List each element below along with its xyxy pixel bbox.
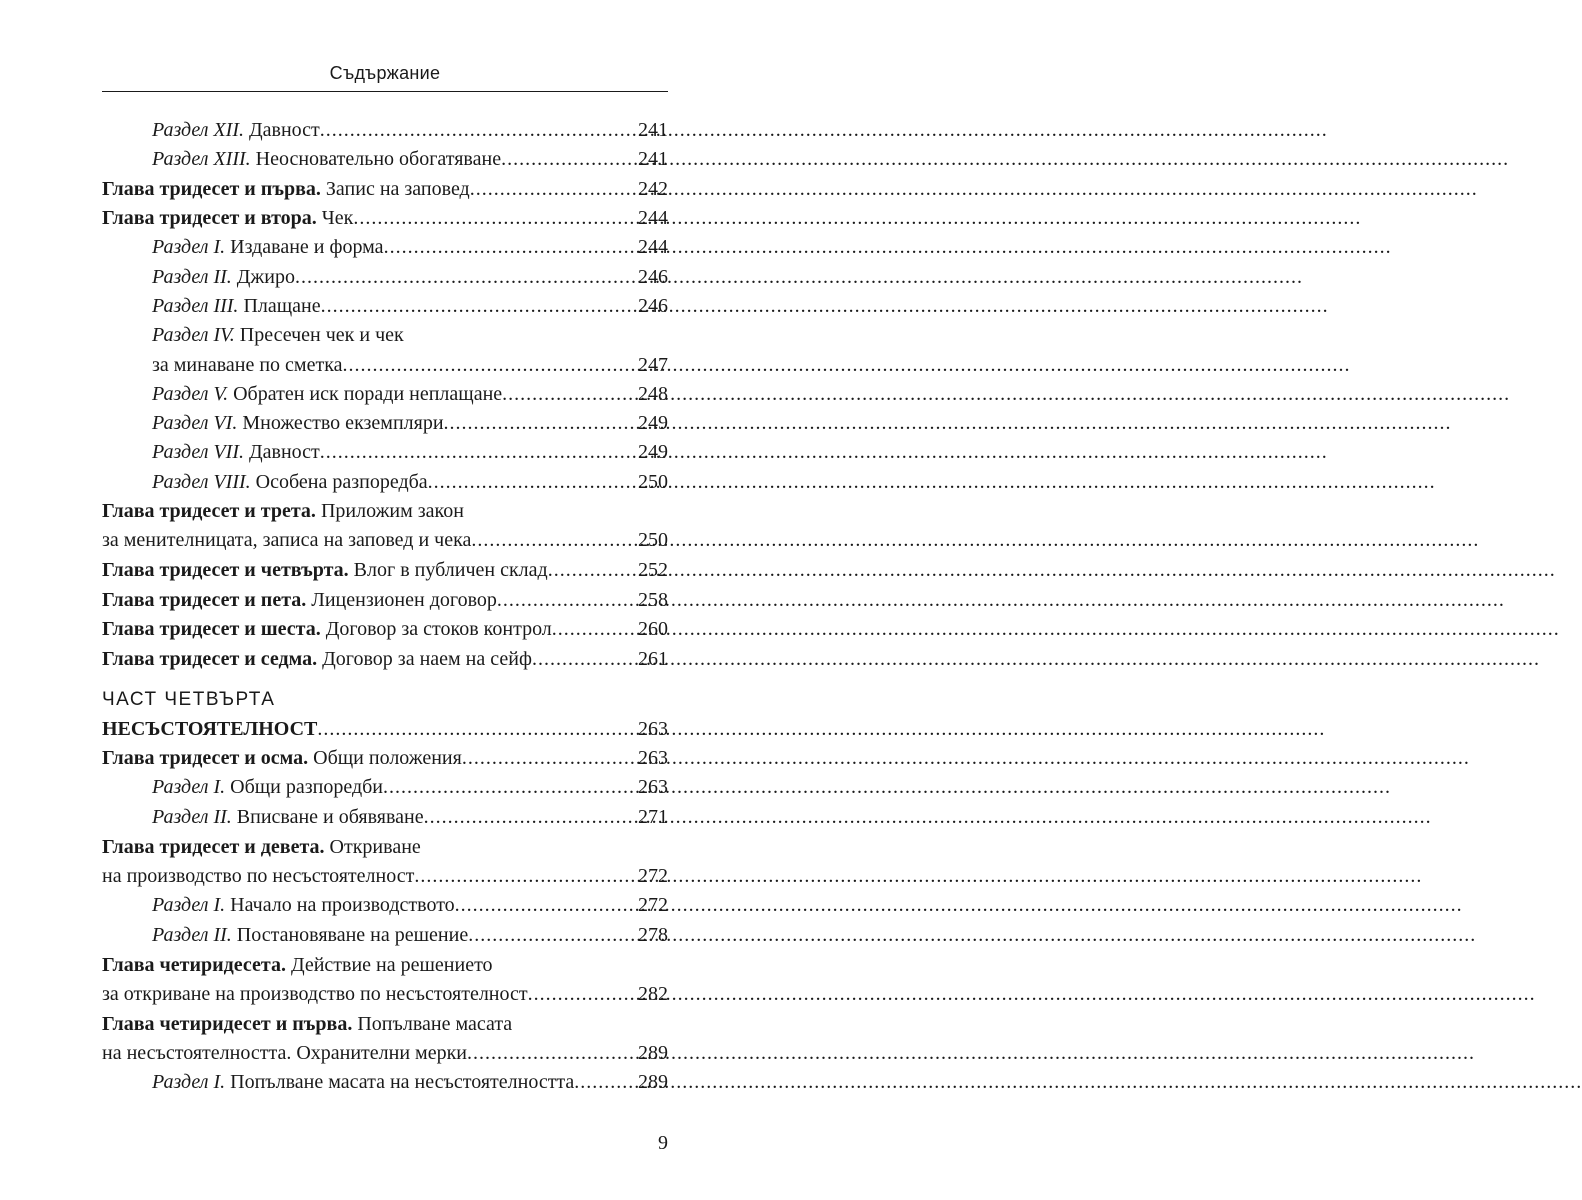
entry-title: Запис на заповед [320, 178, 470, 200]
entry-label: Раздел XIII. [152, 148, 251, 170]
toc-entry[interactable] [152, 291, 668, 321]
page-number: 260 [638, 618, 668, 640]
leader-dots [444, 408, 637, 438]
entry-title: Действие на решението [285, 954, 493, 976]
leader-dots [574, 1067, 637, 1097]
leader-dots [532, 644, 637, 674]
entry-title: Договор за наем на сейф [317, 648, 532, 670]
page-number: 289 [638, 1042, 668, 1064]
leader-dots [317, 714, 637, 744]
page-number: 282 [638, 983, 668, 1005]
entry-title: Договор за стоков контрол [320, 618, 552, 640]
entry-title-continuation: за откриване на производство по несъстоятелност [102, 983, 528, 1005]
entry-label: Глава тридесет и първа. [102, 178, 321, 200]
page-number: 241 [638, 148, 668, 170]
leader-dots [343, 350, 638, 380]
part-title: ЧАСТ ЧЕТВЪРТА [102, 689, 276, 710]
toc-entry[interactable] [152, 408, 668, 438]
entry-title: Постановяване на решение [231, 924, 469, 946]
page-number: 261 [638, 648, 668, 670]
entry-title: Пресечен чек и чек [234, 324, 404, 346]
leader-dots [471, 525, 637, 555]
toc-entry-continuation[interactable] [152, 350, 668, 380]
entry-title: Обратен иск поради неплащане [228, 383, 503, 405]
page-number: 263 [638, 747, 668, 769]
entry-title: Давност [244, 441, 320, 463]
page-number: 249 [638, 441, 668, 463]
entry-title: Множество екземпляри [237, 412, 444, 434]
page-number: 263 [638, 718, 668, 740]
toc-entry[interactable] [152, 890, 668, 920]
page-number: 252 [638, 559, 668, 581]
toc-entry[interactable] [102, 585, 668, 615]
toc-entry[interactable] [102, 555, 668, 585]
leader-dots [321, 291, 637, 321]
entry-label: Глава тридесет и трета. [102, 500, 316, 522]
toc-entry[interactable] [152, 802, 668, 832]
page-number: 241 [638, 119, 668, 141]
page-number: 272 [638, 894, 668, 916]
page-folio: 9 [658, 1132, 668, 1154]
leader-dots [383, 772, 637, 802]
toc-entry[interactable] [152, 920, 668, 950]
page-number: 278 [638, 924, 668, 946]
page-number: 272 [638, 865, 668, 887]
entry-label: Раздел XII. [152, 119, 244, 141]
toc-entry[interactable] [152, 320, 668, 350]
entry-label: Раздел VII. [152, 441, 244, 463]
entry-title: Приложим закон [315, 500, 464, 522]
leader-dots [470, 174, 637, 204]
leader-dots [428, 467, 637, 497]
entry-label: Раздел II. [152, 266, 232, 288]
toc-entry[interactable] [152, 379, 668, 409]
leader-dots [320, 437, 637, 467]
entry-label: Раздел III. [152, 295, 239, 317]
entry-title: Общи разпоредби [225, 776, 383, 798]
leader-dots [501, 144, 637, 174]
entry-label: Раздел I. [152, 1071, 226, 1093]
leader-dots [414, 861, 637, 891]
entry-title: Лицензионен договор [306, 589, 497, 611]
toc-entry[interactable] [102, 1009, 668, 1039]
entry-label: Глава тридесет и осма. [102, 747, 309, 769]
toc-entry[interactable] [152, 1067, 668, 1097]
entry-title: Неосновательно обогатяване [250, 148, 502, 170]
entry-title: Вписване и обявяване [231, 806, 424, 828]
entry-label: Раздел I. [152, 776, 226, 798]
toc-entry[interactable] [152, 437, 668, 467]
entry-title-continuation: за минаване по сметка [152, 354, 343, 376]
page-number: 250 [638, 471, 668, 493]
entry-label: Глава тридесет и четвърта. [102, 559, 349, 581]
page-number: 246 [638, 295, 668, 317]
entry-label: Раздел V. [152, 383, 229, 405]
page-number: 242 [638, 178, 668, 200]
toc-entry[interactable] [102, 950, 668, 980]
entry-label: Раздел I. [152, 894, 226, 916]
entry-title: Откриване [324, 836, 421, 858]
entry-title-continuation: на несъстоятелността. Охранителни мерки [102, 1042, 468, 1064]
entry-label: Раздел VI. [152, 412, 238, 434]
toc-entry[interactable] [102, 203, 668, 233]
entry-label: Раздел I. [152, 236, 226, 258]
entry-label: Глава тридесет и пета. [102, 589, 307, 611]
toc-entry-continuation[interactable] [102, 979, 668, 1009]
toc-entry[interactable] [152, 467, 668, 497]
leader-dots [295, 262, 637, 292]
page-number: 249 [638, 412, 668, 434]
toc-entry[interactable] [102, 614, 668, 644]
toc-entry[interactable] [152, 772, 668, 802]
entry-title: Давност [244, 119, 320, 141]
page-number: 258 [638, 589, 668, 611]
page-number: 244 [638, 207, 668, 229]
entry-label: Глава четиридесет и първа. [102, 1013, 353, 1035]
entry-label: Раздел II. [152, 924, 232, 946]
toc-entry[interactable] [152, 262, 668, 292]
entry-label: НЕСЪСТОЯТЕЛНОСТ [102, 718, 318, 740]
leader-dots [528, 979, 637, 1009]
entry-title: Попълване масата на несъстоятелността [225, 1071, 575, 1093]
entry-label: Раздел VIII. [152, 471, 251, 493]
leader-dots [424, 802, 637, 832]
page-number: 246 [638, 266, 668, 288]
toc-entry-continuation[interactable] [102, 525, 668, 555]
entry-label: Глава четиридесета. [102, 954, 286, 976]
toc-entry[interactable] [102, 644, 668, 674]
leader-dots [353, 203, 637, 233]
toc-entry[interactable] [152, 144, 668, 174]
entry-title-continuation: за менителницата, записа на заповед и чека [102, 529, 472, 551]
leader-dots [552, 614, 637, 644]
toc-entry[interactable] [152, 115, 668, 145]
page-number: 244 [638, 236, 668, 258]
entry-title: Особена разпоредба [250, 471, 428, 493]
toc-entry[interactable] [152, 232, 668, 262]
entry-title: Общи положения [308, 747, 462, 769]
toc-entry[interactable] [102, 496, 668, 526]
page-number: 250 [638, 529, 668, 551]
entry-title: Джиро [231, 266, 295, 288]
page-number: 248 [638, 383, 668, 405]
entry-label: Глава тридесет и втора. [102, 207, 317, 229]
toc-entry[interactable] [102, 743, 668, 773]
page-number: 271 [638, 806, 668, 828]
leader-dots [462, 743, 637, 773]
leader-dots [502, 379, 637, 409]
entry-title: Издаване и форма [225, 236, 384, 258]
entry-title: Начало на производството [225, 894, 455, 916]
entry-label: Глава тридесет и девета. [102, 836, 325, 858]
table-of-contents [0, 0, 757, 1200]
entry-label: Глава тридесет и шеста. [102, 618, 321, 640]
leader-dots [548, 555, 637, 585]
toc-entry[interactable] [102, 714, 668, 744]
leader-dots [455, 890, 637, 920]
toc-entry-continuation[interactable] [102, 1038, 668, 1068]
entry-title: Чек [316, 207, 354, 229]
leader-dots [384, 232, 637, 262]
leader-dots [467, 1038, 637, 1068]
entry-title-continuation: на производство по несъстоятелност [102, 865, 415, 887]
page-number: 247 [638, 354, 668, 376]
toc-entry-continuation[interactable] [102, 861, 668, 891]
page-number: 289 [638, 1071, 668, 1093]
entry-title: Попълване масата [352, 1013, 513, 1035]
entry-label: Раздел II. [152, 806, 232, 828]
leader-dots [320, 115, 637, 145]
entry-label: Раздел IV. [152, 324, 235, 346]
leader-dots [497, 585, 637, 615]
part-heading [102, 684, 668, 714]
entry-label: Глава тридесет и седма. [102, 648, 318, 670]
entry-title: Влог в публичен склад [348, 559, 548, 581]
page-number: 263 [638, 776, 668, 798]
leader-dots [468, 920, 637, 950]
entry-title: Плащане [238, 295, 321, 317]
running-header: Съдържание [329, 63, 441, 83]
toc-entry[interactable] [102, 174, 668, 204]
toc-entry[interactable] [102, 832, 668, 862]
